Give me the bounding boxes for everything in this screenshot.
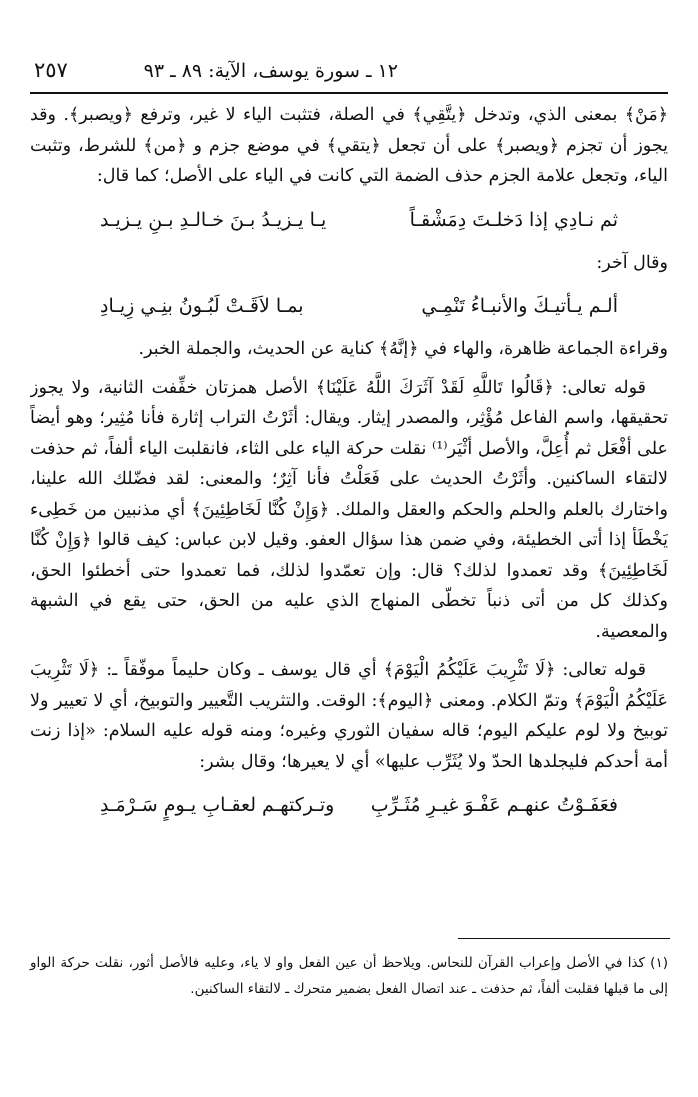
footnote — [30, 950, 668, 1002]
verse-first-half: ألـم يـأتيـكَ والأنبـاءُ تَنْمِـي — [421, 295, 618, 317]
footnote-text: (١) كذا في الأصل وإعراب القرآن للنحاس. ويلاحظ أن عين الفعل واو لا ياء، وعليه فالأصل أثور، نقلت حركة الواو إلى ما قبلها فقلبت ألفاً، ثم حذفت ـ عند اتصال الفعل بضمير متحرك ـ لالتقاء الساكنين. — [30, 955, 668, 997]
poetry-verse — [30, 192, 668, 248]
footnote-rule — [458, 938, 670, 939]
verse-second-half: يـا يـزيـدُ بـنَ خـالـدِ بـنِ يـزيـد — [100, 208, 327, 231]
paragraph: وقال آخر: — [596, 252, 668, 273]
paragraph: وقراءة الجماعة ظاهرة، والهاء في ﴿إنَّهُ﴾ كناية عن الحديث، والجملة الخبر. — [138, 339, 668, 359]
paragraph: قوله تعالى: ﴿لَا تَثْرِيبَ عَلَيْكُمُ الْيَوْمَ﴾ أي قال يوسف ـ وكان حليماً موفّقاً ـ: ﴿لَا تَثْرِيبَ عَلَيْكُمُ الْيَوْمَ﴾ وتمّ الكلام. ومعنى ﴿اليوم﴾: الوقت. والتثريب التَّعيير والتوبيخ، أي لا تعيير ولا توبيخ ولا لوم عليكم اليوم؛ قاله سفيان الثوري وغيره؛ ومنه قوله عليه السلام: «إذا زنت أمة أحدكم فليجلدها الحدّ ولا يُثَرِّب عليها» أي لا يعيرها؛ وقال بشر: — [30, 660, 668, 772]
verse-second-half: وتـركتهـم لعقـابِ يـومٍ سَـرْمَـدِ — [100, 794, 335, 816]
paragraph: قوله تعالى: ﴿قَالُوا تَاللَّهِ لَقَدْ آثَرَكَ اللَّهُ عَلَيْنَا﴾ الأصل همزتان خفِّفت الثانية، ولا يجوز تحقيقها، واسم الفاعل مُؤْثِر، والمصدر إيثار. ويقال: أثَرْتُ التراب إثارة فأنا مُثِير؛ وهو أيضاً على أفْعَل ثم أُعِلَّ، والأصل أثْيَر⁽¹⁾ نقلت حركة الياء على الثاء، فانقلبت الياء ألفاً، ثم حذفت لالتقاء الساكنين. وأثَرْتُ الحديث على فَعَلْتُ فأنا آثِرٌ؛ والمعنى: لقد فضّلك الله علينا، واختارك بالعلم والحلم والحكم والعقل والملك. ﴿وَإِنْ كُنَّا لَخَاطِئِينَ﴾ أي مذنبين من خَطِىء يَخْطَأ إذا أتى الخطيئة، وفي ضمن هذا سؤال العفو. وقيل لابن عباس: كيف قالوا ﴿وَإِنْ كُنَّا لَخَاطِئِينَ﴾ وقد تعمدوا لذلك؟ قال: وإن تعمّدوا لذلك، فما تعمدوا حتى أخطئوا الحق، وكذلك كل من أتى ذنباً تخطّى المنهاج الذي عليه من الحق، حتى يقع في الشبهة والمعصية. — [30, 377, 668, 642]
paragraph: ﴿مَنْ﴾ بمعنى الذي، وتدخل ﴿يتَّقِي﴾ في الصلة، فتثبت الياء لا غير، وترفع ﴿ويصبر﴾. وقد يجوز أن تجزم ﴿ويصبر﴾ على أن تجعل ﴿يتقي﴾ في موضع جزم و ﴿من﴾ للشرط، وتثبت الياء، وتجعل علامة الجزم حذف الضمة التي كانت في الياء على الأصل؛ كما قال: — [30, 105, 668, 186]
poetry-verse — [30, 278, 668, 334]
main-text — [30, 100, 668, 877]
verse-first-half: ثم نـادِي إذا دَخلـتَ دِمَشْقـاً — [409, 208, 618, 231]
header-rule — [30, 92, 668, 94]
verse-first-half: فعَفَـوْتُ عنهـم عَفْـوَ غيـرِ مُثَـرِّبِ — [370, 794, 618, 816]
verse-second-half: بمـا لاَقَـتْ لَبُـونُ بنِـي زِيـادِ — [100, 295, 304, 317]
page-header — [30, 52, 668, 92]
running-title: ١٢ ـ سورة يوسف، الآية: ٨٩ ـ ٩٣ — [143, 60, 398, 82]
poetry-verse — [30, 777, 668, 833]
page-number: ٢٥٧ — [34, 58, 68, 82]
